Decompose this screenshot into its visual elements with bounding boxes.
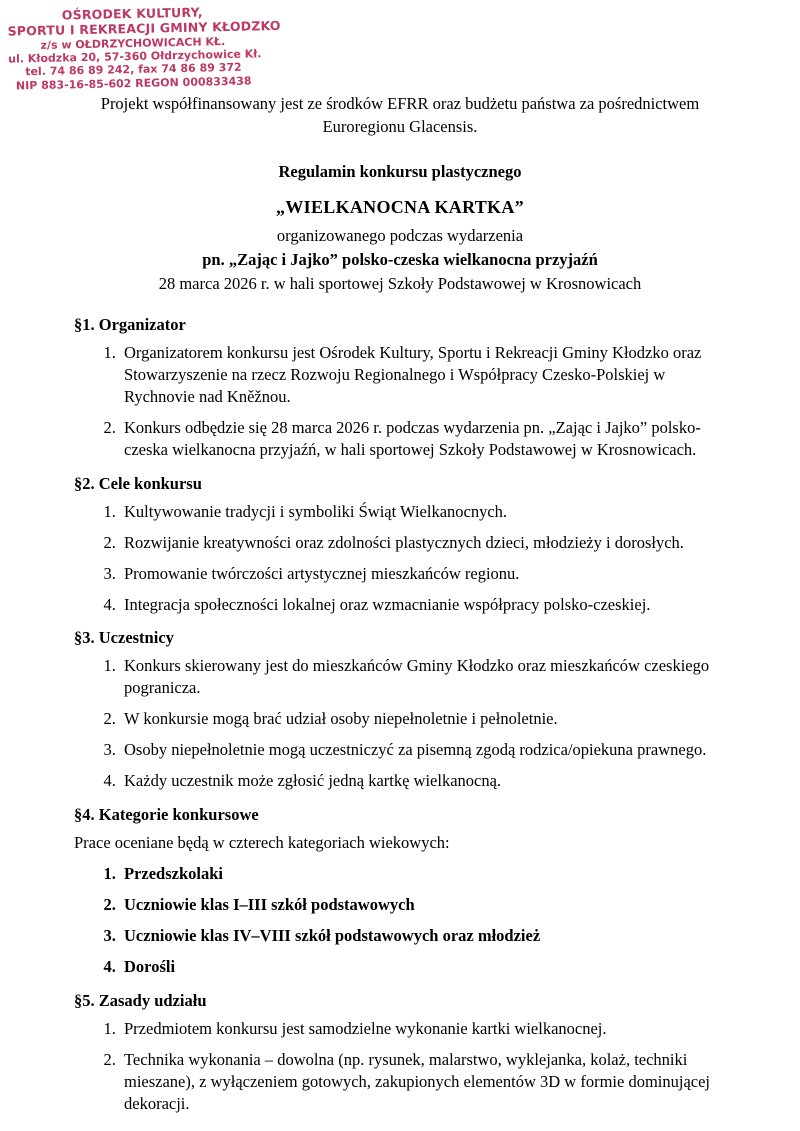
section-list-5 [74, 1018, 726, 1115]
stamp-line-5: tel. 74 86 89 242, fax 74 86 89 372 [25, 61, 242, 79]
funding-note: Projekt współfinansowany jest ze środków EFRR oraz budżetu państwa za pośrednictwem Euroregionu Glacensis. [100, 94, 700, 137]
stamp-line-6: NIP 883-16-85-602 REGON 000833438 [15, 74, 252, 93]
regulations-content [74, 315, 726, 1115]
list-item: 4. Każdy uczestnik może zgłosić jedną kartkę wielkanocną. [120, 770, 726, 792]
title-line-1: Regulamin konkursu plastycznego [278, 162, 522, 181]
organization-stamp [7, 3, 281, 93]
list-item: 2. Technika wykonania – dowolna (np. rysunek, malarstwo, wyklejanka, kolaż, techniki mieszane), z wyłączeniem gotowych, zakupionych elementów 3D w formie dominującej dekoracji. [120, 1049, 726, 1115]
stamp-line-2: SPORTU I REKREACJI GMINY KŁODZKO [7, 18, 281, 39]
title-line-4: pn. „Zając i Jajko” polsko-czeska wielkanocna przyjaźń [202, 249, 598, 269]
list-item: 3. Promowanie twórczości artystycznej mieszkańców regionu. [120, 563, 726, 585]
section-list-1 [74, 342, 726, 461]
section-heading-3: §3. Uczestnicy [74, 628, 174, 648]
section-heading-4: §4. Kategorie konkursowe [74, 805, 259, 825]
list-item: 1. Konkurs skierowany jest do mieszkańców Gminy Kłodzko oraz mieszkańców czeskiego pogranicza. [120, 655, 726, 699]
stamp-line-1: OŚRODEK KULTURY, [61, 4, 203, 23]
title-line-5: 28 marca 2026 r. w hali sportowej Szkoły Podstawowej w Krosnowicach [158, 273, 642, 293]
list-item: 2. Uczniowie klas I–III szkół podstawowych [120, 894, 726, 916]
list-item: 3. Uczniowie klas IV–VIII szkół podstawowych oraz młodzież [120, 925, 726, 947]
section-4-intro: Prace oceniane będą w czterech kategoriach wiekowych: [74, 833, 450, 853]
section-list-2 [74, 501, 726, 616]
document-title-block [74, 160, 726, 296]
list-item: 4. Dorośli [120, 956, 726, 978]
section-list-4 [74, 863, 726, 978]
list-item: 2. W konkursie mogą brać udział osoby niepełnoletnie i pełnoletnie. [120, 708, 726, 730]
list-item: 3. Osoby niepełnoletnie mogą uczestniczyć za pisemną zgodą rodzica/opiekuna prawnego. [120, 739, 726, 761]
list-item: 2. Konkurs odbędzie się 28 marca 2026 r. podczas wydarzenia pn. „Zając i Jajko” polsko-czeska wielkanocna przyjaźń, w hali sportowej Szkoły Podstawowej w Krosnowicach. [120, 417, 726, 461]
list-item: 1. Przedmiotem konkursu jest samodzielne wykonanie kartki wielkanocnej. [120, 1018, 726, 1040]
list-item: 1. Kultywowanie tradycji i symboliki Świąt Wielkanocnych. [120, 501, 726, 523]
list-item: 1. Przedszkolaki [120, 863, 726, 885]
section-list-3 [74, 655, 726, 792]
stamp-line-3: z/s w OŁDRZYCHOWICACH KŁ. [40, 34, 226, 52]
title-line-3: organizowanego podczas wydarzenia [276, 226, 524, 246]
list-item: 4. Integracja społeczności lokalnej oraz wzmacnianie współpracy polsko-czeskiej. [120, 594, 726, 616]
section-heading-5: §5. Zasady udziału [74, 990, 207, 1010]
section-heading-2: §2. Cele konkursu [74, 473, 202, 493]
stamp-line-4: ul. Kłodzka 20, 57-360 Ołdrzychowice Kł. [8, 47, 262, 66]
list-item: 2. Rozwijanie kreatywności oraz zdolności plastycznych dzieci, młodzieży i dorosłych. [120, 532, 726, 554]
title-line-2: „WIELKANOCNA KARTKA” [276, 196, 524, 217]
list-item: 1. Organizatorem konkursu jest Ośrodek Kultury, Sportu i Rekreacji Gminy Kłodzko oraz Stowarzyszenie na rzecz Rozwoju Regionalnego i Współpracy Czesko-Polskiej w Rychnovie nad Kněžnou. [120, 342, 726, 408]
section-heading-1: §1. Organizator [74, 315, 186, 334]
